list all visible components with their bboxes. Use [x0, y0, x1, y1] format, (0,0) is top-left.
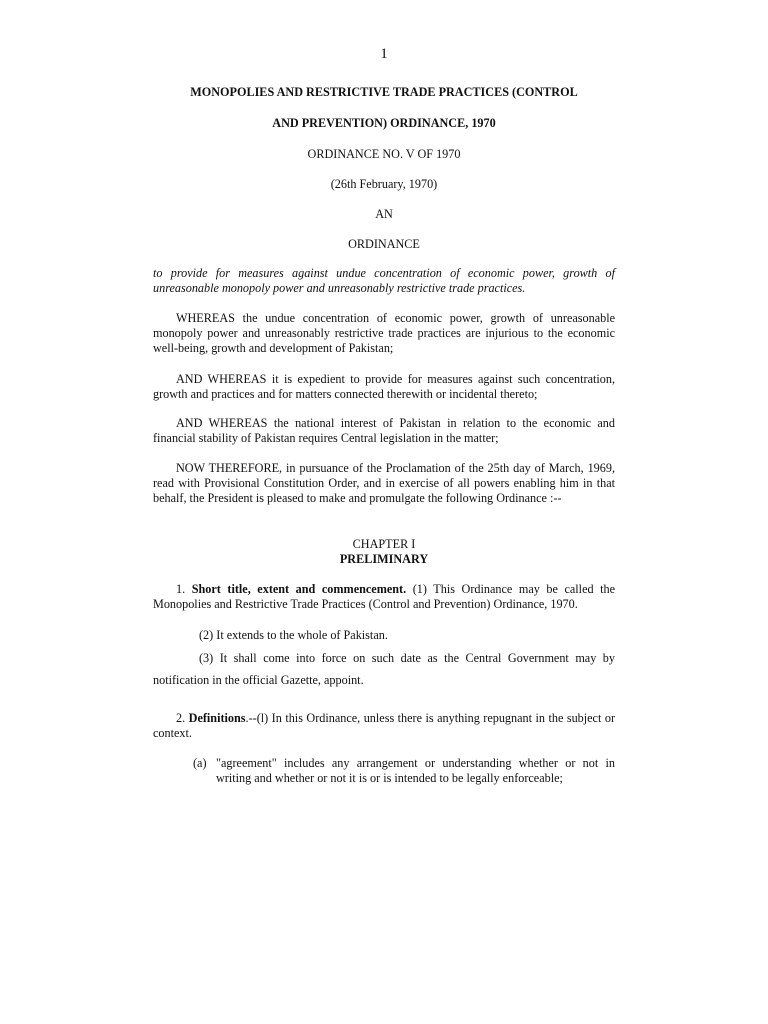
chapter-name: PRELIMINARY: [339, 552, 429, 566]
section-1-heading: Short title, extent and commencement.: [191, 582, 407, 596]
section-2: [153, 711, 615, 741]
section-1-subsection-3-line-2: notification in the official Gazette, appoint.: [153, 673, 364, 687]
preamble-whereas-1: WHEREAS the undue concentration of economic power, growth of unreasonable monopoly power and unreasonably restrictive trade practices are injurious to the economic well-being, growth and development of Pakistan;: [153, 311, 615, 355]
section-2-heading: Definitions: [188, 711, 246, 725]
section-1-text: (1) This Ordinance may be called the Monopolies and Restrictive Trade Practices (Control and Prevention) Ordinance, 1970.: [153, 582, 616, 611]
preamble-whereas-3: AND WHEREAS the national interest of Pakistan in relation to the economic and financial stability of Pakistan requires Central legislation in the matter;: [153, 416, 615, 445]
section-2-text: .--(l) In this Ordinance, unless there is anything repugnant in the subject or context.: [153, 711, 615, 740]
section-2-number: 2.: [176, 711, 186, 725]
section-1-subsection-3-line-1: (3) It shall come into force on such date as the Central Government may by: [199, 651, 615, 665]
ordinance-date: (26th February, 1970): [330, 177, 438, 191]
page-number: 1: [380, 46, 388, 62]
an-heading: AN: [375, 207, 393, 221]
title-line-1: MONOPOLIES AND RESTRICTIVE TRADE PRACTICES (CONTROL: [190, 85, 578, 99]
title-line-2: AND PREVENTION) ORDINANCE, 1970: [272, 116, 496, 130]
definition-a-label: (a): [193, 756, 207, 770]
section-1: [153, 582, 615, 612]
chapter-number: CHAPTER I: [352, 537, 416, 551]
preamble-now-therefore: NOW THEREFORE, in pursuance of the Proclamation of the 25th day of March, 1969, read with Provisional Constitution Order, and in exercise of all powers enabling him in that behalf, the President is pleased to make and promulgate the following Ordinance :--: [153, 461, 615, 505]
section-1-subsection-2: (2) It extends to the whole of Pakistan.: [199, 628, 388, 642]
ordinance-number: ORDINANCE NO. V OF 1970: [307, 147, 461, 161]
section-1-number: 1.: [176, 582, 186, 596]
definition-a-text: "agreement" includes any arrangement or understanding whether or not in writing and whether or not it is or is intended to be legally enforceable;: [216, 756, 615, 785]
ordinance-heading: ORDINANCE: [348, 237, 420, 251]
preamble-whereas-2: AND WHEREAS it is expedient to provide for measures against such concentration, growth and practices and for matters connected therewith or incidental thereto;: [153, 372, 615, 401]
long-title: to provide for measures against undue concentration of economic power, growth of unreasonable monopoly power and unreasonably restrictive trade practices.: [153, 266, 615, 295]
